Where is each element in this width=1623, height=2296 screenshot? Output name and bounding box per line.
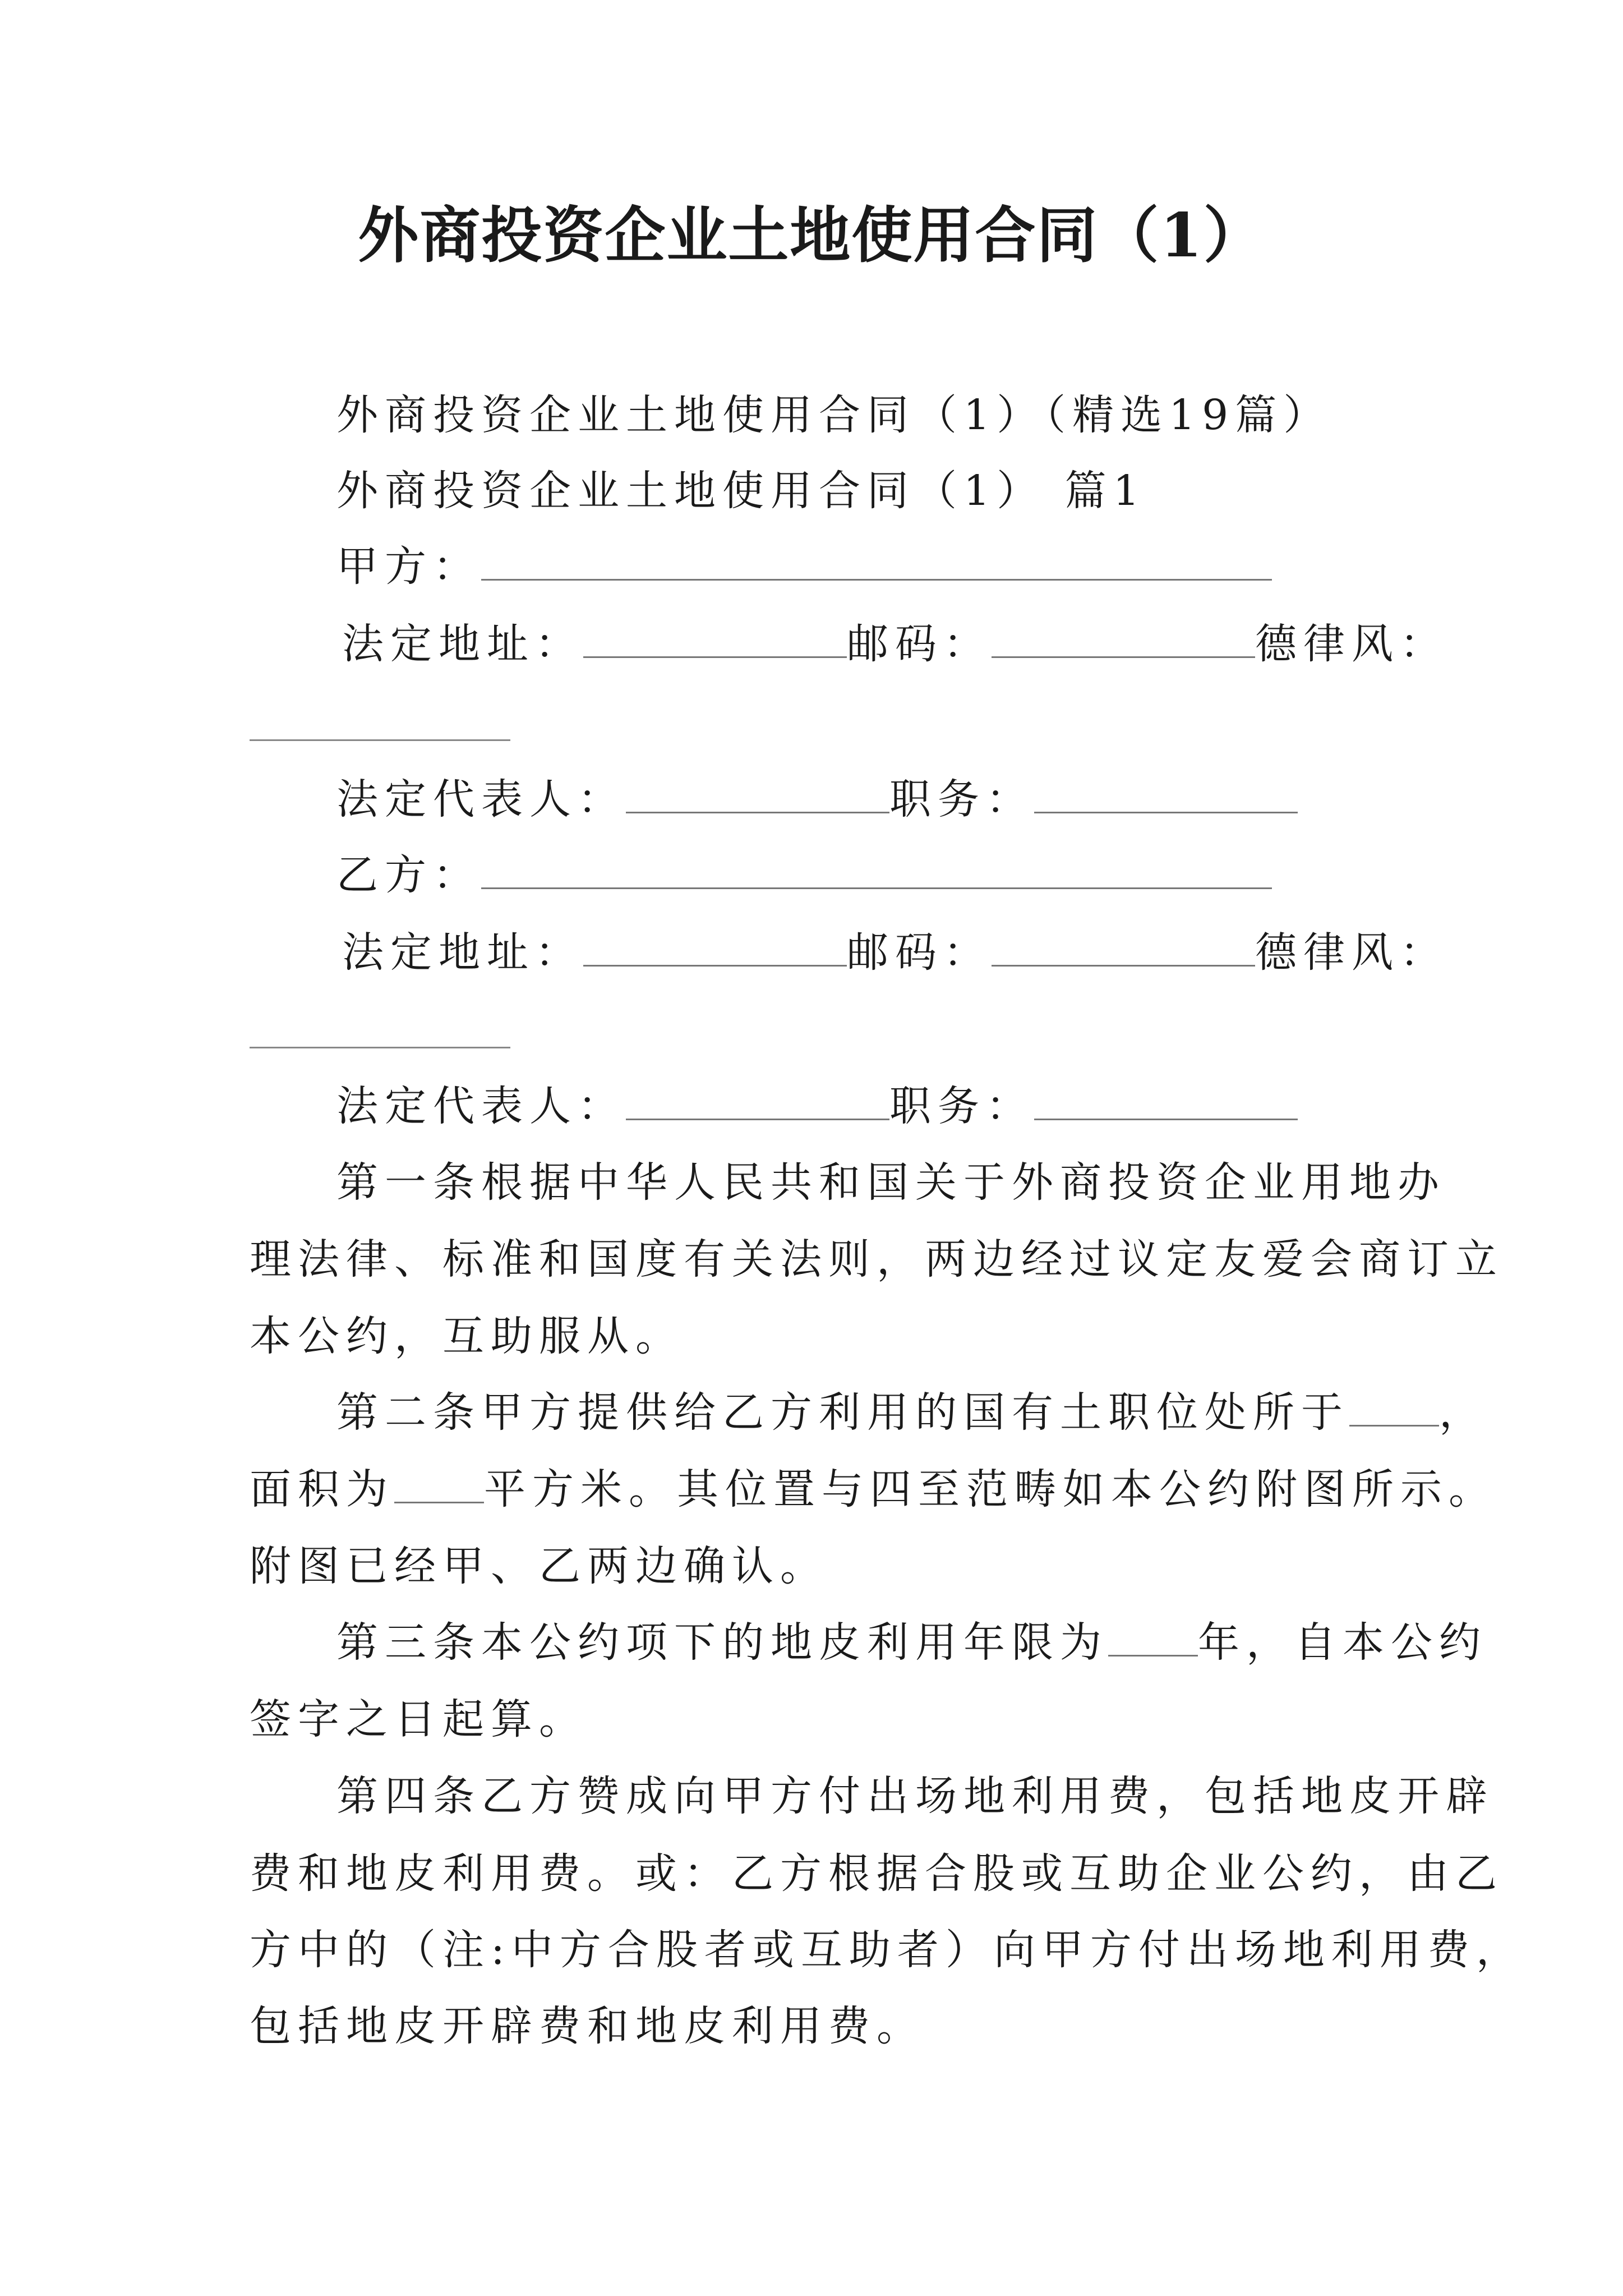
party-b-address-blank[interactable]	[583, 930, 847, 967]
article2-line2-text-b: 平方米。其位置与四至范畴如本公约附图所示。	[484, 1465, 1497, 1513]
party-b-phone-label: 德律风：	[1255, 928, 1448, 977]
article2-line2-text-a: 面积为	[250, 1465, 394, 1513]
party-a-title-blank[interactable]	[1034, 777, 1298, 813]
article1-line3: 本公约，互助服从。	[250, 1312, 684, 1360]
party-b-address-line	[342, 924, 1448, 981]
article1-line2: 理法律、标准和国度有关法则，两边经过议定友爱会商订立	[250, 1235, 1504, 1283]
article2-line2	[250, 1461, 1497, 1517]
party-a-rep-label: 法定代表人：	[336, 775, 626, 823]
party-b-phone-blank[interactable]	[250, 1047, 510, 1048]
party-a-postcode-blank[interactable]	[992, 622, 1255, 658]
party-a-address-label: 法定地址：	[342, 620, 583, 668]
party-b-postcode-blank[interactable]	[992, 930, 1255, 967]
party-a-address-line	[342, 616, 1448, 672]
article3-line2: 签字之日起算。	[250, 1695, 587, 1743]
party-b-address-label: 法定地址：	[342, 928, 583, 977]
document-subtitle: 外商投资企业土地使用合同（1）（精选19篇）	[336, 391, 1332, 439]
party-b-postcode-label: 邮码：	[847, 928, 992, 977]
article4-line2: 费和地皮利用费。或：乙方根据合股或互助企业公约，由乙	[250, 1849, 1504, 1898]
article2-line1	[336, 1384, 1487, 1441]
party-a-phone-label: 德律风：	[1255, 620, 1448, 668]
party-b-rep-blank[interactable]	[626, 1084, 889, 1120]
party-a-rep-blank[interactable]	[626, 777, 889, 813]
party-a-line	[336, 539, 1272, 595]
article3-line1-text-b: 年，自本公约	[1198, 1618, 1487, 1667]
party-b-title-label: 职务：	[889, 1082, 1034, 1130]
article3-line1	[336, 1614, 1487, 1671]
article2-line1-comma: ，	[1439, 1388, 1487, 1437]
party-a-title-label: 职务：	[889, 775, 1034, 823]
article2-area-blank[interactable]	[394, 1467, 484, 1503]
party-a-label: 甲方：	[336, 542, 481, 591]
party-a-address-blank[interactable]	[583, 622, 847, 658]
article2-location-blank[interactable]	[1349, 1390, 1439, 1427]
party-a-postcode-label: 邮码：	[847, 620, 992, 668]
party-a-rep-line	[336, 771, 1298, 827]
article2-line1-text: 第二条甲方提供给乙方利用的国有土职位处所于	[336, 1388, 1349, 1437]
section-heading: 外商投资企业土地使用合同（1） 篇1	[336, 467, 1146, 515]
party-b-rep-label: 法定代表人：	[336, 1082, 626, 1130]
party-a-blank[interactable]	[481, 544, 1272, 581]
article4-line4: 包括地皮开辟费和地皮利用费。	[250, 2002, 925, 2050]
party-a-phone-blank[interactable]	[250, 739, 510, 741]
party-b-blank[interactable]	[481, 853, 1272, 889]
article2-line3: 附图已经甲、乙两边确认。	[250, 1542, 828, 1590]
article1-line1: 第一条根据中华人民共和国关于外商投资企业用地办	[336, 1158, 1446, 1207]
article4-line3: 方中的（注:中方合股者或互助者）向甲方付出场地利用费，	[250, 1926, 1524, 1974]
article3-line1-text-a: 第三条本公约项下的地皮利用年限为	[336, 1618, 1108, 1667]
party-b-rep-line	[336, 1078, 1298, 1134]
party-b-line	[336, 847, 1272, 903]
party-b-title-blank[interactable]	[1034, 1084, 1298, 1120]
document-title: 外商投资企业土地使用合同（1）	[358, 200, 1265, 271]
article4-line1: 第四条乙方赞成向甲方付出场地利用费，包括地皮开辟	[336, 1772, 1494, 1820]
party-b-label: 乙方：	[336, 851, 481, 899]
article3-years-blank[interactable]	[1108, 1620, 1198, 1657]
